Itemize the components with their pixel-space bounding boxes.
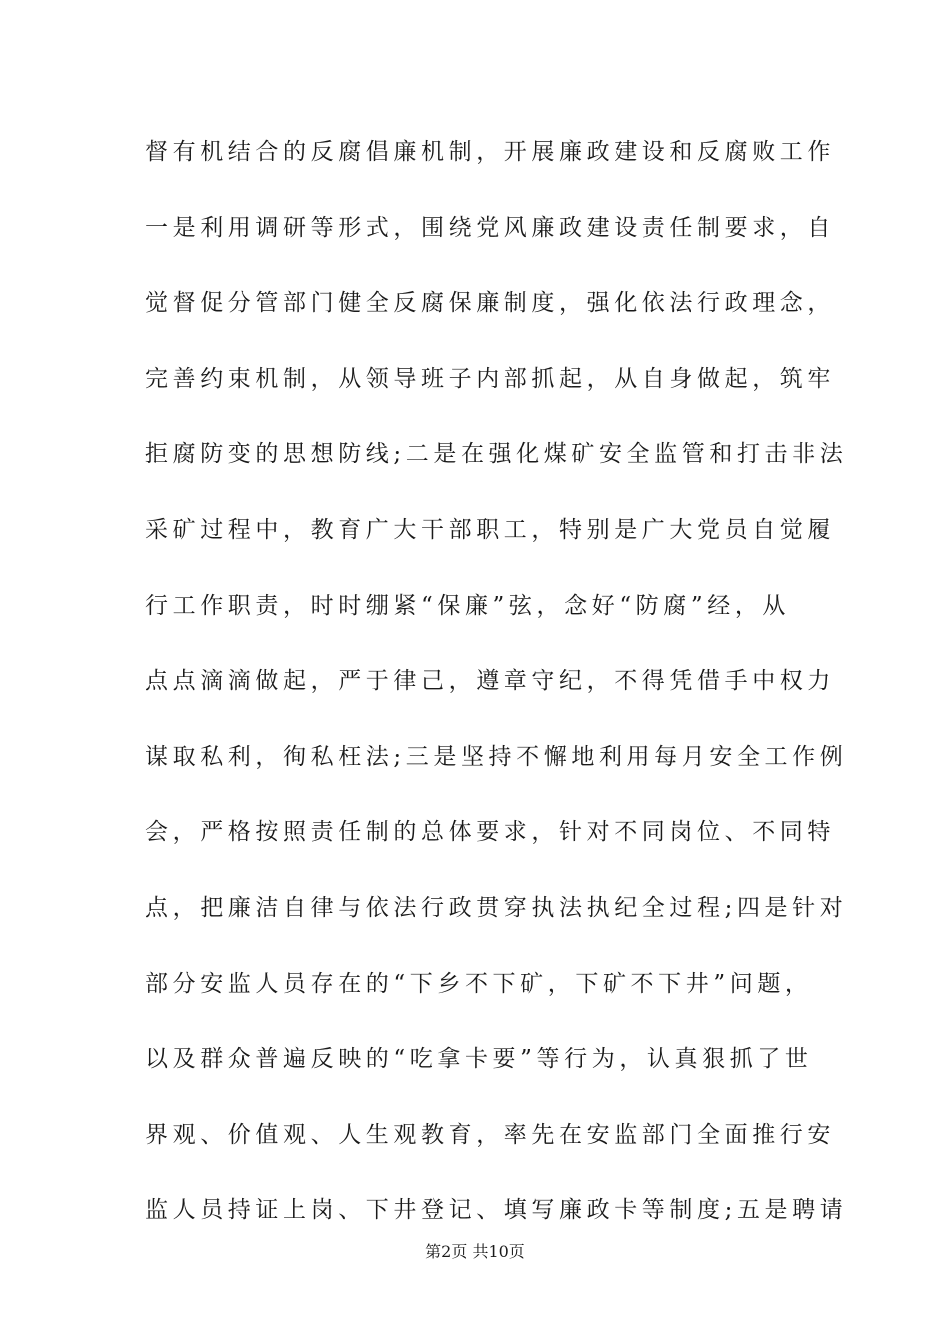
text-line-14: 界观、价值观、人生观教育，率先在安监部门全面推行安 [145,1121,835,1148]
text-line-13: 以及群众普遍反映的“吃拿卡要”等行为，认真狠抓了世 [145,1046,813,1073]
text-line-4: 完善约束机制，从领导班子内部抓起，从自身做起，筑牢 [145,365,835,392]
text-line-3: 觉督促分管部门健全反腐保廉制度，强化依法行政理念， [145,290,835,317]
text-line-9: 谋取私利，徇私枉法;三是坚持不懈地利用每月安全工作例 [145,743,848,770]
text-line-11: 点，把廉洁自律与依法行政贯穿执法执纪全过程;四是针对 [145,894,848,921]
text-line-7: 行工作职责，时时绷紧“保廉”弦，念好“防腐”经，从 [145,592,791,619]
page-number-footer: 第2页 共10页 [425,1242,525,1261]
text-line-5: 拒腐防变的思想防线;二是在强化煤矿安全监管和打击非法 [145,441,848,468]
text-line-12: 部分安监人员存在的“下乡不下矿，下矿不下井”问题， [145,970,813,997]
text-line-6: 采矿过程中，教育广大干部职工，特别是广大党员自觉履 [145,516,835,543]
text-line-1: 督有机结合的反腐倡廉机制，开展廉政建设和反腐败工作 [145,139,835,165]
body-text [145,127,848,1261]
text-line-10: 会，严格按照责任制的总体要求，针对不同岗位、不同特 [145,819,835,846]
text-line-2: 一是利用调研等形式，围绕党风廉政建设责任制要求，自 [145,214,835,241]
text-line-15: 监人员持证上岗、下井登记、填写廉政卡等制度;五是聘请 [145,1197,848,1224]
text-line-8: 点点滴滴做起，严于律己，遵章守纪，不得凭借手中权力 [145,668,835,695]
